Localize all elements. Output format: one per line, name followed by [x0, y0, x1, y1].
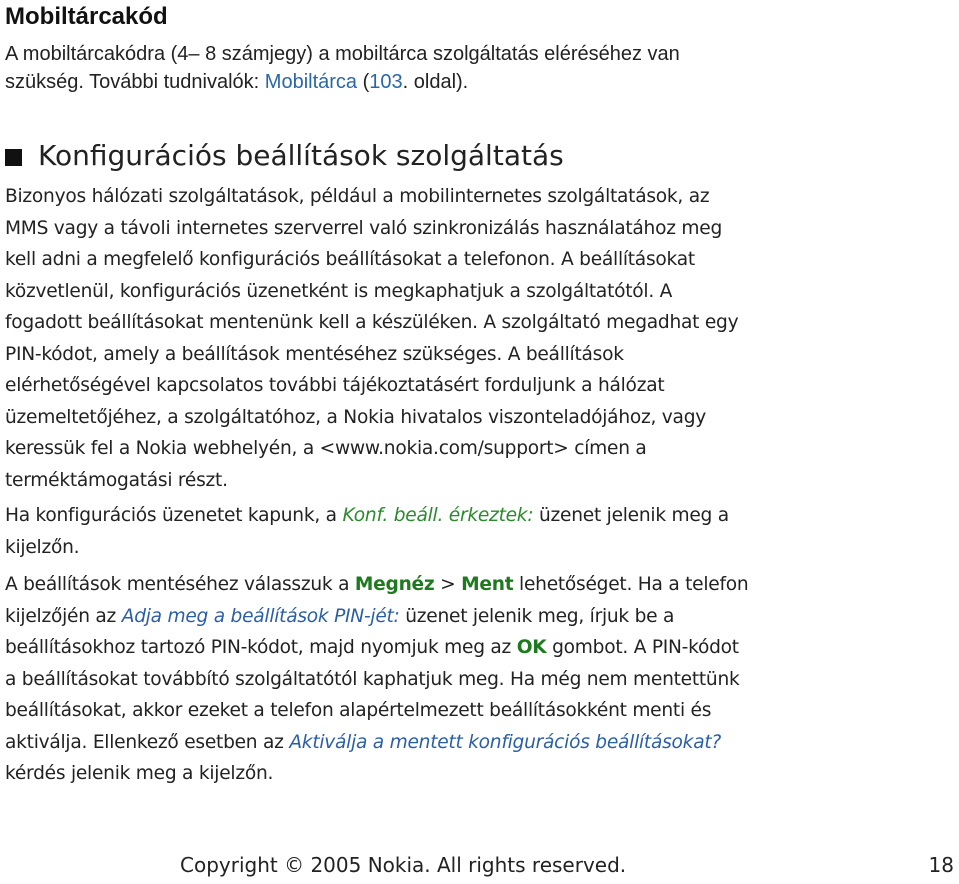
activate-settings-question: Aktiválja a mentett konfigurációs beállításokat?: [289, 731, 721, 753]
page-reference-link[interactable]: 103: [369, 71, 403, 93]
paragraph-text: A beállítások mentéséhez válasszuk a: [5, 574, 355, 595]
ok-key-label: OK: [516, 637, 547, 658]
paragraph-text: gombot. A PIN-kódot: [546, 637, 739, 658]
menu-option-view: Megnéz: [354, 574, 435, 595]
config-received-message: Konf. beáll. érkeztek:: [342, 505, 534, 526]
pin-prompt-message: Adja meg a beállítások PIN-jét:: [121, 605, 400, 627]
paragraph-line: fogadott beállításokat mentenünk kell a készüléken. A szolgáltató megadhat egy: [5, 312, 739, 333]
configuration-paragraph-1: [5, 181, 955, 496]
paragraph-line: [5, 569, 955, 601]
paragraph-line: beállításokat, akkor ezeket a telefon alapértelmezett beállításokként menti és: [5, 700, 712, 721]
paragraph-text: üzenet jelenik meg, írjuk be a: [399, 605, 675, 627]
paragraph-text: szükség. További tudnivalók:: [5, 71, 265, 93]
paragraph-text: kijelzőjén az: [5, 605, 122, 627]
paragraph-text: Ha konfigurációs üzenetet kapunk, a: [5, 505, 343, 526]
paragraph-text: üzenet jelenik meg a: [533, 505, 729, 526]
paragraph-line: [5, 500, 955, 532]
paragraph-line: [5, 601, 955, 633]
mobile-wallet-link[interactable]: Mobiltárca: [264, 71, 358, 93]
paragraph-text: . oldal).: [402, 71, 469, 93]
paragraph-line: terméktámogatási részt.: [5, 469, 228, 491]
paragraph-line: [5, 68, 805, 96]
paragraph-text: >: [434, 574, 462, 595]
paragraph-text: (: [357, 71, 370, 93]
paragraph-line: A mobiltárcakódra (4– 8 számjegy) a mobiltárca szolgáltatás eléréséhez van: [5, 43, 680, 65]
paragraph-line: Bizonyos hálózati szolgáltatások, például a mobilinternetes szolgáltatások, az: [5, 186, 710, 207]
paragraph-line: kérdés jelenik meg a kijelzőn.: [5, 763, 274, 784]
configuration-paragraph-2: [5, 500, 955, 563]
section-bullet-square-icon: [5, 149, 22, 166]
paragraph-line: a beállításokat továbbító szolgáltatótól kaphatjuk meg. Ha még nem mentettünk: [5, 668, 740, 690]
paragraph-text: lehetőséget. Ha a telefon: [513, 574, 749, 595]
configuration-paragraph-3: [5, 569, 955, 790]
copyright-notice: Copyright © 2005 Nokia. All rights reserved.: [180, 853, 627, 877]
section-title-configuration: [5, 138, 564, 174]
paragraph-line: MMS vagy a távoli internetes szerverrel való szinkronizálás használatához meg: [5, 217, 722, 239]
paragraph-text: aktiválja. Ellenkező esetben az: [5, 731, 290, 753]
section-title-mobile-wallet-code: Mobiltárcakód: [5, 3, 168, 30]
menu-option-save: Ment: [461, 574, 514, 595]
page-footer: [0, 850, 959, 884]
paragraph-line: elérhetőségével kapcsolatos további tájékoztatásért forduljunk a hálózat: [5, 375, 665, 396]
paragraph-text: beállításokhoz tartozó PIN-kódot, majd nyomjuk meg az: [5, 637, 517, 658]
section-title-text: Konfigurációs beállítások szolgáltatás: [38, 139, 564, 172]
paragraph-line: kell adni a megfelelő konfigurációs beállításokat a telefonon. A beállításokat: [5, 249, 695, 270]
paragraph-line: kijelzőn.: [5, 536, 80, 558]
paragraph-line: PIN-kódot, amely a beállítások mentéséhez szükséges. A beállítások: [5, 343, 624, 365]
mobile-wallet-code-paragraph: [5, 40, 805, 96]
paragraph-line: [5, 727, 955, 759]
paragraph-line: keressük fel a Nokia webhelyén, a <www.nokia.com/support> címen a: [5, 438, 647, 459]
paragraph-line: üzemeltetőjéhez, a szolgáltatóhoz, a Nokia hivatalos viszonteladójához, vagy: [5, 406, 707, 428]
paragraph-line: [5, 632, 955, 664]
paragraph-line: közvetlenül, konfigurációs üzenetként is megkaphatjuk a szolgáltatótól. A: [5, 280, 673, 302]
page-number: 18: [928, 853, 954, 877]
